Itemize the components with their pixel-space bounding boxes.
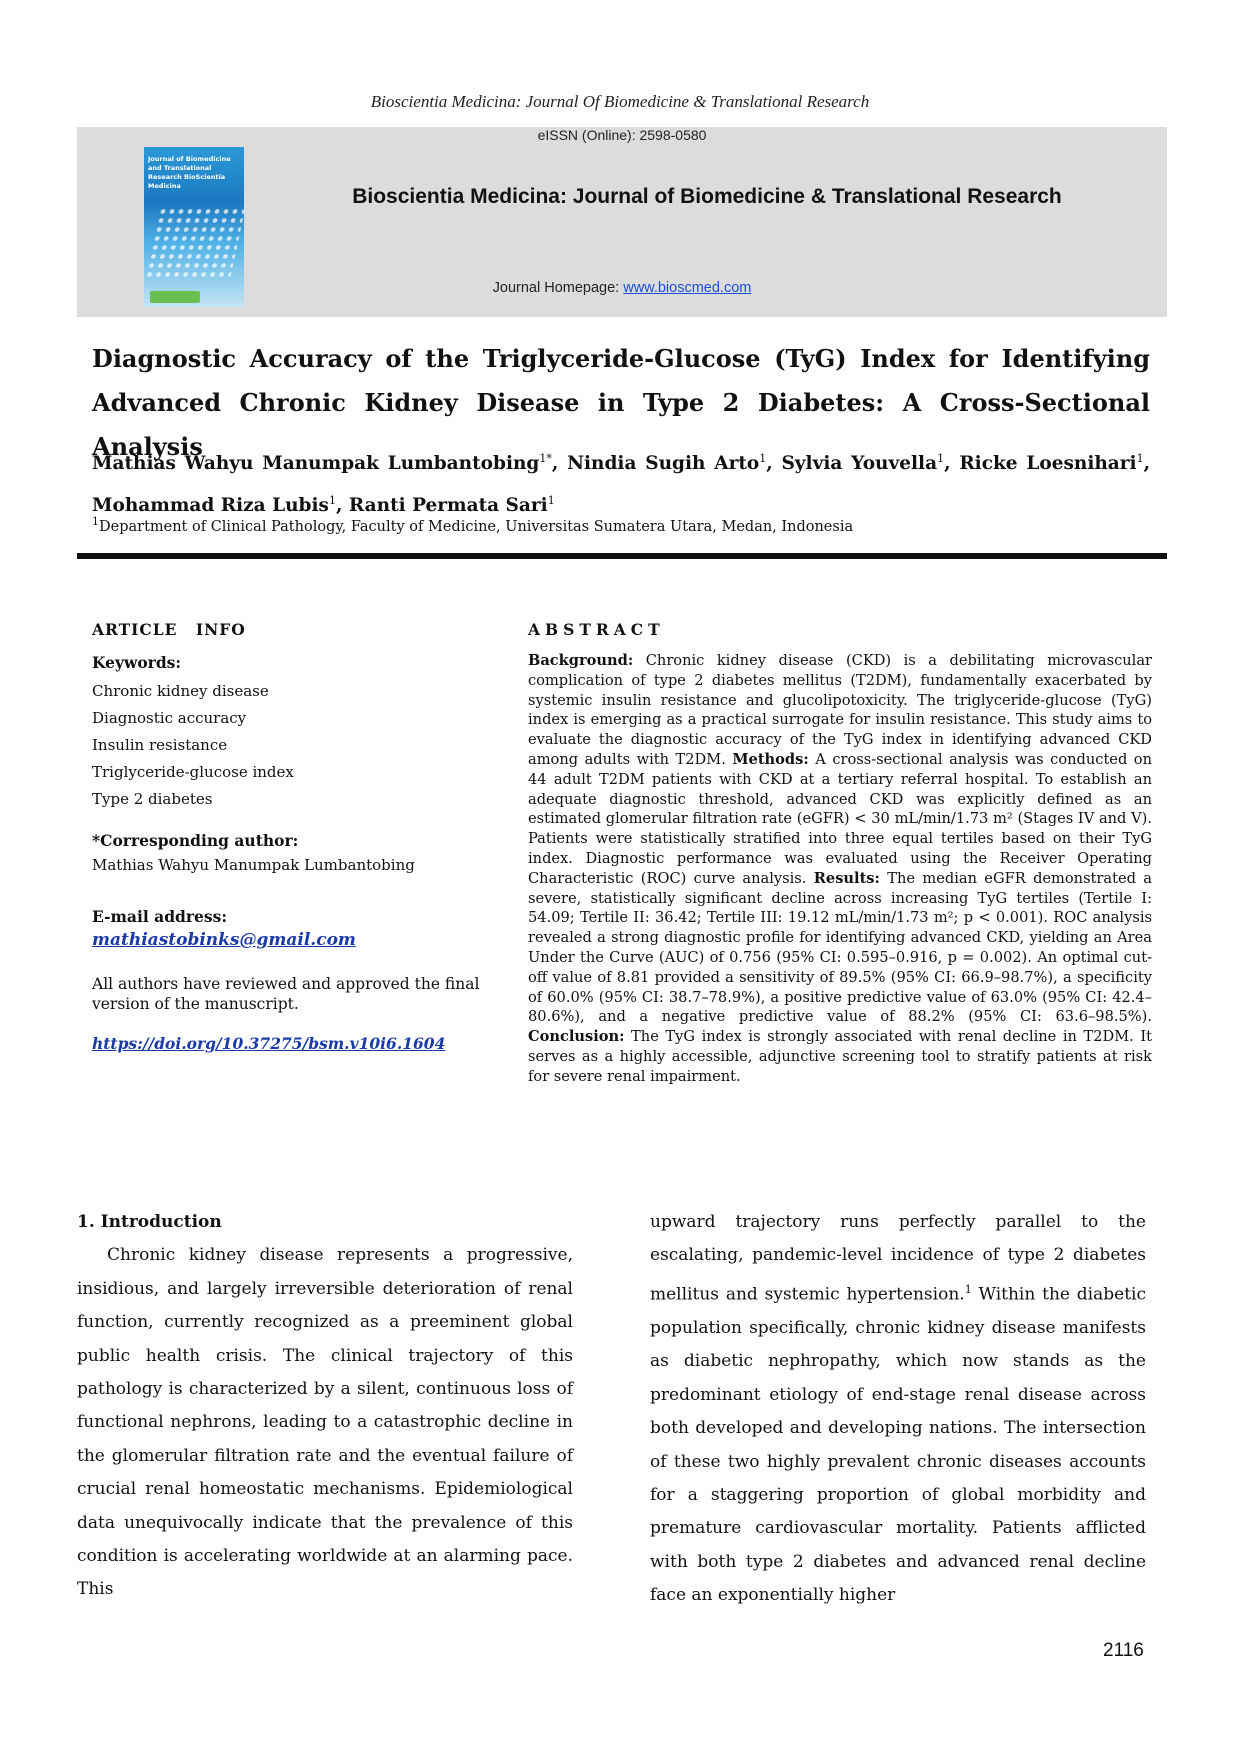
author-sup: 1: [759, 452, 767, 465]
author-name: Mathias Wahyu Manumpak Lumbantobing: [92, 453, 540, 475]
article-info: [92, 620, 492, 1053]
conclusion-label: Conclusion:: [528, 1028, 625, 1046]
keywords-list: [92, 678, 492, 813]
section-heading: 1. Introduction: [77, 1212, 222, 1232]
methods-label: Methods:: [732, 750, 809, 768]
cover-title: Journal of Biomedicine and Translational Research BioScientia Medicina: [148, 155, 231, 190]
journal-banner: [77, 127, 1167, 317]
intro-paragraph-left: Chronic kidney disease represents a progressive, insidious, and largely irreversible deterioration of renal function, currently recognized as a preeminent global public health crisis. The clinical trajectory of this pathology is characterized by a silent, continuous loss of functional nephrons, leading to a catastrophic decline in the glomerular filtration rate and the eventual failure of crucial renal homeostatic mechanisms. Epidemiological data unequivocally indicate that the prevalence of this condition is accelerating worldwide at an alarming pace. This: [77, 1245, 573, 1600]
keyword: Diagnostic accuracy: [92, 709, 247, 727]
corresponding-author-name: Mathias Wahyu Manumpak Lumbantobing: [92, 856, 415, 874]
author-name: Nindia Sugih Arto: [567, 453, 760, 475]
cover-illustration: [145, 207, 244, 277]
journal-title: Bioscientia Medicina: Journal of Biomedicine & Translational Research: [352, 185, 1062, 208]
header-divider: [77, 553, 1167, 559]
intro-column-right: [650, 1206, 1146, 1613]
journal-homepage: [77, 280, 1167, 296]
article-title: Diagnostic Accuracy of the Triglyceride-Glucose (TyG) Index for Identifying Advanced Chronic Kidney Disease in Type 2 Diabetes: A Cross-Sectional Analysis: [92, 344, 1150, 461]
methods-text: A cross-sectional analysis was conducted on 44 adult T2DM patients with CKD at a tertiary referral hospital. To establish an adequate diagnostic threshold, advanced CKD was explicitly defined as an estimated glomerular filtration rate (eGFR) < 30 mL/min/1.73 m² (Stages IV and V). Patients were statistically stratified into three equal tertiles based on their TyG index. Diagnostic performance was evaluated using the Receiver Operating Characteristic (ROC) curve analysis.: [528, 750, 1152, 887]
affiliation: [92, 515, 1152, 535]
running-header: Bioscientia Medicina: Journal Of Biomedicine & Translational Research: [370, 92, 870, 111]
article-info-heading: ARTICLE INFO: [92, 620, 246, 639]
results-label: Results:: [813, 869, 880, 887]
author-name: Mohammad Riza Lubis: [92, 495, 329, 517]
keyword: Triglyceride-glucose index: [92, 763, 294, 781]
citation-sup: 1: [964, 1282, 972, 1296]
background-label: Background:: [528, 652, 634, 669]
keyword: Insulin resistance: [92, 736, 228, 754]
corresponding-author-label: *Corresponding author:: [92, 831, 299, 850]
doi-link[interactable]: https://doi.org/10.37275/bsm.v10i6.1604: [92, 1034, 446, 1053]
eissn: eISSN (Online): 2598-0580: [537, 127, 707, 143]
homepage-link[interactable]: www.bioscmed.com: [623, 280, 752, 296]
email-label: E-mail address:: [92, 907, 228, 926]
author-sup: 1: [937, 452, 945, 465]
results-text: The median eGFR demonstrated a severe, statistically significant decline across increasing TyG tertiles (Tertile I: 54.09; Tertile II: 36.42; Tertile III: 19.12 mL/min/1.73 m²; p < 0.001). ROC analysis revealed a strong diagnostic profile for identifying advanced CKD, yielding an Area Under the Curve (AUC) of 0.756 (95% CI: 0.595–0.916, p = 0.002). An optimal cut-off value of 8.81 provided a sensitivity of 89.5% (95% CI: 66.9–98.7%), a specificity of 60.0% (95% CI: 38.7–78.9%), a positive predictive value of 63.0% (95% CI: 42.4–80.6%), and a negative predictive value of 88.2% (95% CI: 63.6–98.5%).: [528, 869, 1152, 1026]
keyword: Chronic kidney disease: [92, 682, 269, 700]
intro-paragraph-right: [650, 1206, 1146, 1613]
abstract: [528, 620, 1152, 1087]
homepage-label: Journal Homepage:: [492, 280, 624, 296]
email-link[interactable]: mathiastobinks@gmail.com: [92, 930, 356, 950]
keywords-label: Keywords:: [92, 653, 182, 672]
author-sup: 1: [547, 494, 555, 508]
author-sup: 1*: [539, 452, 552, 465]
intro-text-part: upward trajectory runs perfectly parallel to the escalating, pandemic-level incidence of type 2 diabetes mellitus and systemic hypertension.: [650, 1212, 1146, 1305]
page-number: 2116: [1103, 1640, 1144, 1661]
approval-statement: All authors have reviewed and approved the final version of the manuscript.: [92, 975, 480, 1013]
author-sup: 1: [328, 494, 336, 508]
author-sup: 1: [1136, 452, 1144, 465]
abstract-body: [528, 651, 1152, 1087]
affiliation-sup: 1: [92, 515, 99, 528]
keyword: Type 2 diabetes: [92, 790, 213, 808]
abstract-heading: ABSTRACT: [528, 620, 665, 639]
author-list: Mathias Wahyu Manumpak Lumbantobing$^{1*}$, Nindia Sugih Arto$^1$, Sylvia Youvella$^1$, Ricke Loesnihari$^1$, Mohammad Riza Lubis$^1$, Ranti Permata Sari$^1$: [92, 452, 1151, 517]
author-name: Ranti Permata Sari: [348, 495, 548, 517]
author-name: Sylvia Youvella: [781, 453, 938, 475]
intro-text-part: Within the diabetic population specifically, chronic kidney disease manifests as diabetic nephropathy, which now stands as the predominant etiology of end-stage renal disease across both developed and developing nations. The intersection of these two highly prevalent chronic diseases accounts for a staggering proportion of global morbidity and premature cardiovascular mortality. Patients afflicted with both type 2 diabetes and advanced renal decline face an exponentially higher: [650, 1284, 1146, 1606]
affiliation-text: Department of Clinical Pathology, Faculty of Medicine, Universitas Sumatera Utara, Medan, Indonesia: [99, 518, 854, 535]
background-text: Chronic kidney disease (CKD) is a debilitating microvascular complication of type 2 diabetes mellitus (T2DM), fundamentally exacerbated by systemic insulin resistance and glucolipotoxicity. The triglyceride-glucose (TyG) index is emerging as a practical surrogate for insulin resistance. This study aims to evaluate the diagnostic accuracy of the TyG index in identifying advanced CKD among adults with T2DM.: [528, 652, 1152, 768]
intro-column-left: [77, 1206, 573, 1607]
author-name: Ricke Loesnihari: [959, 453, 1137, 475]
conclusion-text: The TyG index is strongly associated with renal decline in T2DM. It serves as a highly accessible, adjunctive screening tool to stratify patients at risk for severe renal impairment.: [528, 1028, 1152, 1085]
